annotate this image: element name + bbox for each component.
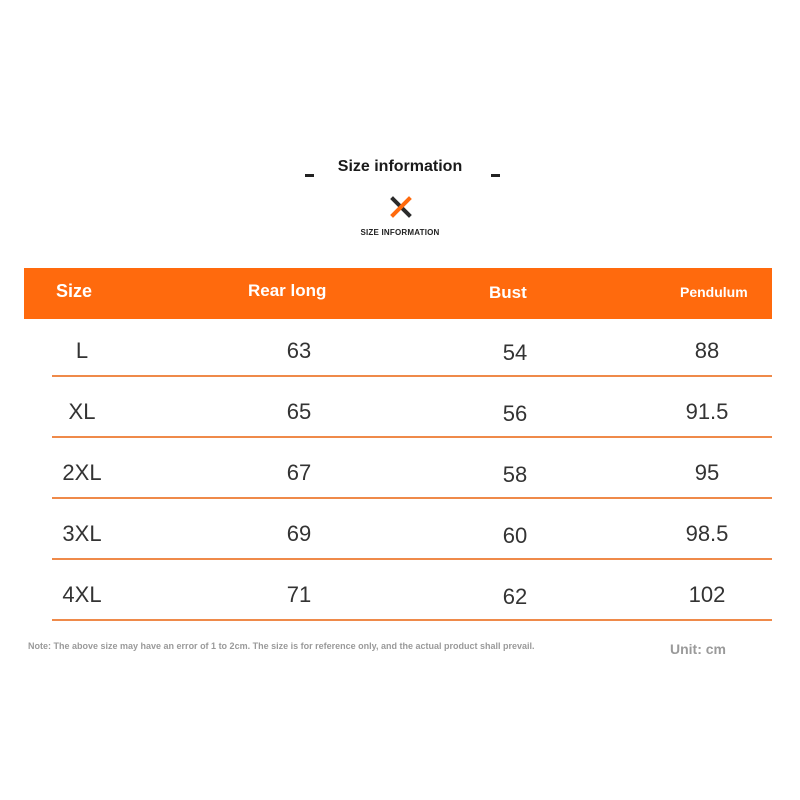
cross-icon <box>390 196 412 218</box>
cell-size: 4XL <box>62 582 102 607</box>
page-title: Size information <box>337 158 463 175</box>
header-bust: Bust <box>489 283 527 302</box>
cell-pendulum: 102 <box>688 582 726 607</box>
cell-rear-long: 63 <box>286 338 312 363</box>
unit-label: Unit: cm <box>670 641 726 657</box>
cell-pendulum: 88 <box>694 338 720 363</box>
title-dash-right <box>491 174 500 177</box>
cell-size: 2XL <box>62 460 102 485</box>
table-row <box>24 438 772 499</box>
table-row <box>24 499 772 560</box>
header-pendulum: Pendulum <box>680 284 748 300</box>
size-title-row <box>0 158 800 182</box>
row-divider <box>52 619 772 621</box>
cell-bust: 54 <box>502 340 528 365</box>
table-row <box>24 560 772 621</box>
header-size: Size <box>56 281 93 301</box>
cell-rear-long: 65 <box>286 399 312 424</box>
table-row <box>24 377 772 438</box>
cell-rear-long: 69 <box>286 521 312 546</box>
table-row <box>24 316 772 377</box>
cell-bust: 58 <box>502 462 528 487</box>
title-dash-left <box>305 174 314 177</box>
cell-size: XL <box>68 399 96 424</box>
cell-rear-long: 71 <box>286 582 312 607</box>
cell-rear-long: 67 <box>286 460 312 485</box>
cell-size: 3XL <box>62 521 102 546</box>
cell-bust: 62 <box>502 584 528 609</box>
page-subtitle: SIZE INFORMATION <box>360 228 440 237</box>
cell-pendulum: 98.5 <box>685 521 729 546</box>
cell-bust: 60 <box>502 523 528 548</box>
header-rear-long: Rear long <box>248 281 327 300</box>
cell-size: L <box>75 338 89 363</box>
cell-bust: 56 <box>502 401 528 426</box>
cell-pendulum: 91.5 <box>685 399 729 424</box>
table-header <box>24 268 772 319</box>
cell-pendulum: 95 <box>694 460 720 485</box>
size-note: Note: The above size may have an error of 1 to 2cm. The size is for reference only, and the actual product shall prevail. <box>28 641 535 651</box>
